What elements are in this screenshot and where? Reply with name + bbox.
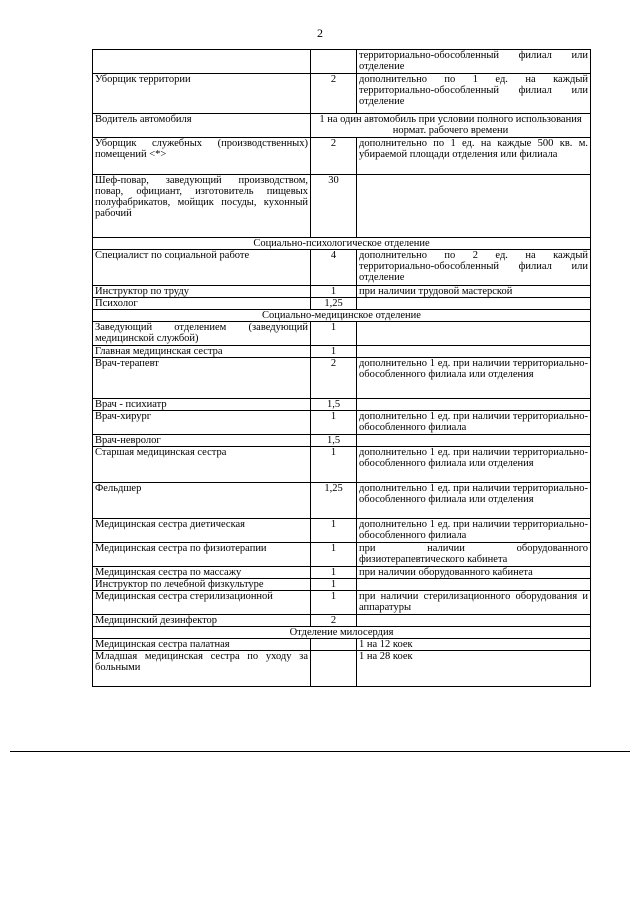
staff-note: дополнительно по 1 ед. на каждый территориально-обособленный филиал или отделение: [357, 74, 591, 114]
staff-quantity: 2: [311, 615, 357, 627]
position-name: Старшая медицинская сестра: [93, 447, 311, 483]
staff-note: [357, 298, 591, 310]
position-name: [93, 50, 311, 74]
table-row: [93, 74, 591, 114]
staff-quantity: 1: [311, 567, 357, 579]
staff-quantity: 4: [311, 250, 357, 286]
staff-quantity: 1: [311, 346, 357, 358]
table-row: [93, 358, 591, 399]
staff-quantity: 1: [311, 543, 357, 567]
position-name: Фельдшер: [93, 483, 311, 519]
staffing-table: [92, 49, 591, 687]
staff-quantity: 1: [311, 322, 357, 346]
staff-quantity: 2: [311, 138, 357, 175]
position-name: Врач-хирург: [93, 411, 311, 435]
staff-note: дополнительно 1 ед. при наличии территориально-обособленного филиала или отделения: [357, 447, 591, 483]
staff-quantity: [311, 651, 357, 687]
position-name: Водитель автомобиля: [93, 114, 311, 138]
table-row: [93, 346, 591, 358]
position-name: Специалист по социальной работе: [93, 250, 311, 286]
position-name: Младшая медицинская сестра по уходу за больными: [93, 651, 311, 687]
staff-quantity: 1,5: [311, 399, 357, 411]
table-row: [93, 519, 591, 543]
section-header-row: [93, 310, 591, 322]
table-row: [93, 298, 591, 310]
staffing-table-body: [93, 50, 591, 687]
staff-note: дополнительно по 2 ед. на каждый территориально-обособленный филиал или отделение: [357, 250, 591, 286]
staff-quantity: 1,25: [311, 483, 357, 519]
staff-note: при наличии оборудованного кабинета: [357, 567, 591, 579]
section-title: Социально-медицинское отделение: [93, 310, 591, 322]
table-row: [93, 591, 591, 615]
section-title: Социально-психологическое отделение: [93, 238, 591, 250]
staff-quantity: 1,5: [311, 435, 357, 447]
section-title: Отделение милосердия: [93, 627, 591, 639]
position-name: Шеф-повар, заведующий производством, повар, официант, изготовитель пищевых полуфабрикатов, мойщик посуды, кухонный рабочий: [93, 175, 311, 238]
staff-quantity: 1: [311, 411, 357, 435]
section-header-row: [93, 238, 591, 250]
position-name: Психолог: [93, 298, 311, 310]
table-row: [93, 543, 591, 567]
position-name: Медицинская сестра палатная: [93, 639, 311, 651]
table-row: [93, 286, 591, 298]
staff-norm-note: 1 на один автомобиль при условии полного использования нормат. рабочего времени: [311, 114, 591, 138]
staff-quantity: 2: [311, 74, 357, 114]
position-name: Врач-терапевт: [93, 358, 311, 399]
table-row: [93, 447, 591, 483]
staff-note: дополнительно 1 ед. при наличии территориально-обособленного филиала или отделения: [357, 483, 591, 519]
table-row: [93, 567, 591, 579]
table-row: [93, 114, 591, 138]
position-name: Уборщик служебных (производственных) помещений <*>: [93, 138, 311, 175]
staff-quantity: 1,25: [311, 298, 357, 310]
staff-note: 1 на 12 коек: [357, 639, 591, 651]
staff-note: дополнительно 1 ед. при наличии территориально-обособленного филиала: [357, 411, 591, 435]
staff-note: [357, 435, 591, 447]
bottom-divider: [10, 751, 630, 752]
staff-note: дополнительно 1 ед. при наличии территориально-обособленного филиала или отделения: [357, 358, 591, 399]
staff-note: [357, 399, 591, 411]
table-row: [93, 483, 591, 519]
table-row: [93, 138, 591, 175]
table-row: [93, 615, 591, 627]
staff-note: 1 на 28 коек: [357, 651, 591, 687]
staff-quantity: 1: [311, 579, 357, 591]
staff-note: дополнительно 1 ед. при наличии территориально-обособленного филиала: [357, 519, 591, 543]
position-name: Медицинский дезинфектор: [93, 615, 311, 627]
staff-quantity: [311, 50, 357, 74]
table-row: [93, 651, 591, 687]
staff-quantity: 2: [311, 358, 357, 399]
position-name: Главная медицинская сестра: [93, 346, 311, 358]
staff-quantity: [311, 639, 357, 651]
staff-note: [357, 346, 591, 358]
table-row: [93, 322, 591, 346]
staff-note: при наличии стерилизационного оборудования и аппаратуры: [357, 591, 591, 615]
staff-quantity: 1: [311, 286, 357, 298]
staff-note: [357, 579, 591, 591]
position-name: Врач-невролог: [93, 435, 311, 447]
table-row: [93, 579, 591, 591]
staff-quantity: 1: [311, 447, 357, 483]
staff-quantity: 1: [311, 591, 357, 615]
position-name: Медицинская сестра стерилизационной: [93, 591, 311, 615]
staff-note: при наличии трудовой мастерской: [357, 286, 591, 298]
position-name: Медицинская сестра по массажу: [93, 567, 311, 579]
staff-note: [357, 322, 591, 346]
staff-note: территориально-обособленный филиал или отделение: [357, 50, 591, 74]
table-row: [93, 175, 591, 238]
staff-quantity: 30: [311, 175, 357, 238]
staff-note: дополнительно по 1 ед. на каждые 500 кв. м. убираемой площади отделения или филиала: [357, 138, 591, 175]
table-row: [93, 399, 591, 411]
position-name: Инструктор по труду: [93, 286, 311, 298]
table-row: [93, 411, 591, 435]
table-row: [93, 250, 591, 286]
staff-quantity: 1: [311, 519, 357, 543]
position-name: Медицинская сестра по физиотерапии: [93, 543, 311, 567]
position-name: Инструктор по лечебной физкультуре: [93, 579, 311, 591]
staff-note: [357, 175, 591, 238]
position-name: Уборщик территории: [93, 74, 311, 114]
position-name: Медицинская сестра диетическая: [93, 519, 311, 543]
table-row: [93, 639, 591, 651]
table-row: [93, 50, 591, 74]
position-name: Врач - психиатр: [93, 399, 311, 411]
table-row: [93, 435, 591, 447]
staff-note: [357, 615, 591, 627]
page-number: 2: [317, 26, 323, 40]
section-header-row: [93, 627, 591, 639]
position-name: Заведующий отделением (заведующий медицинской службой): [93, 322, 311, 346]
staff-note: при наличии оборудованного физиотерапевтического кабинета: [357, 543, 591, 567]
